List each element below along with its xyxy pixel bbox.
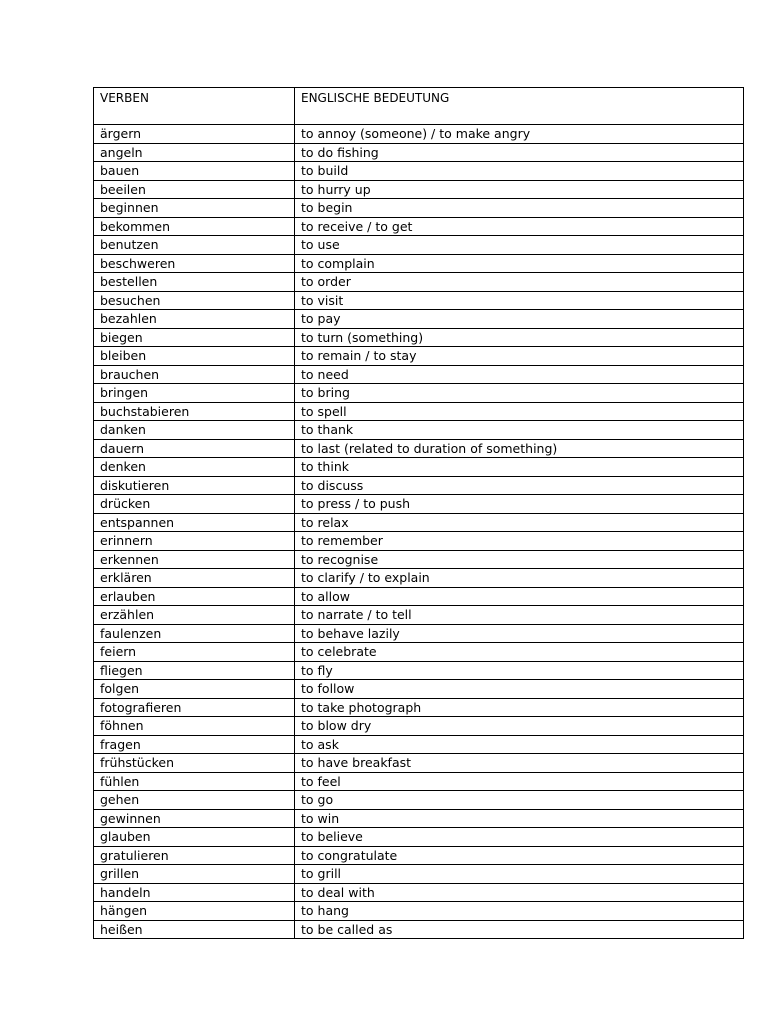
table-row — [94, 902, 744, 921]
header-verb: VERBEN — [94, 88, 295, 125]
table-row — [94, 772, 744, 791]
verb-cell: gewinnen — [94, 809, 295, 828]
meaning-cell: to need — [295, 365, 744, 384]
table-row — [94, 624, 744, 643]
table-row — [94, 791, 744, 810]
meaning-cell: to spell — [295, 402, 744, 421]
verb-cell: grillen — [94, 865, 295, 884]
table-row — [94, 717, 744, 736]
meaning-cell: to clarify / to explain — [295, 569, 744, 588]
verb-cell: gratulieren — [94, 846, 295, 865]
verb-cell: beginnen — [94, 199, 295, 218]
table-row — [94, 310, 744, 329]
meaning-cell: to turn (something) — [295, 328, 744, 347]
table-row — [94, 199, 744, 218]
verb-cell: fragen — [94, 735, 295, 754]
meaning-cell: to behave lazily — [295, 624, 744, 643]
verb-cell: feiern — [94, 643, 295, 662]
table-row — [94, 532, 744, 551]
table-row — [94, 143, 744, 162]
table-row — [94, 643, 744, 662]
table-row — [94, 365, 744, 384]
table-row — [94, 273, 744, 292]
meaning-cell: to visit — [295, 291, 744, 310]
verb-cell: dauern — [94, 439, 295, 458]
verb-cell: bestellen — [94, 273, 295, 292]
meaning-cell: to be called as — [295, 920, 744, 939]
table-row — [94, 236, 744, 255]
verb-cell: entspannen — [94, 513, 295, 532]
verb-cell: benutzen — [94, 236, 295, 255]
meaning-cell: to narrate / to tell — [295, 606, 744, 625]
table-row — [94, 680, 744, 699]
table-row — [94, 661, 744, 680]
meaning-cell: to thank — [295, 421, 744, 440]
verb-cell: erklären — [94, 569, 295, 588]
verb-cell: danken — [94, 421, 295, 440]
verb-cell: denken — [94, 458, 295, 477]
table-row — [94, 476, 744, 495]
verb-cell: heißen — [94, 920, 295, 939]
table-row — [94, 458, 744, 477]
verb-cell: drücken — [94, 495, 295, 514]
table-row — [94, 384, 744, 403]
table-row — [94, 439, 744, 458]
verb-cell: ärgern — [94, 125, 295, 144]
verb-cell: biegen — [94, 328, 295, 347]
table-body — [94, 125, 744, 939]
meaning-cell: to celebrate — [295, 643, 744, 662]
verb-cell: erkennen — [94, 550, 295, 569]
table-row — [94, 180, 744, 199]
verb-cell: diskutieren — [94, 476, 295, 495]
meaning-cell: to pay — [295, 310, 744, 329]
table-row — [94, 883, 744, 902]
meaning-cell: to deal with — [295, 883, 744, 902]
verb-cell: handeln — [94, 883, 295, 902]
verb-cell: erzählen — [94, 606, 295, 625]
verb-cell: brauchen — [94, 365, 295, 384]
meaning-cell: to go — [295, 791, 744, 810]
table-row — [94, 698, 744, 717]
meaning-cell: to remember — [295, 532, 744, 551]
table-row — [94, 125, 744, 144]
meaning-cell: to hurry up — [295, 180, 744, 199]
meaning-cell: to take photograph — [295, 698, 744, 717]
table-row — [94, 217, 744, 236]
meaning-cell: to believe — [295, 828, 744, 847]
verb-cell: faulenzen — [94, 624, 295, 643]
meaning-cell: to press / to push — [295, 495, 744, 514]
table-row — [94, 754, 744, 773]
meaning-cell: to follow — [295, 680, 744, 699]
verb-cell: bekommen — [94, 217, 295, 236]
table-row — [94, 291, 744, 310]
table-row — [94, 550, 744, 569]
table-row — [94, 828, 744, 847]
meaning-cell: to use — [295, 236, 744, 255]
table-row — [94, 587, 744, 606]
verb-cell: folgen — [94, 680, 295, 699]
meaning-cell: to feel — [295, 772, 744, 791]
meaning-cell: to grill — [295, 865, 744, 884]
verb-cell: besuchen — [94, 291, 295, 310]
table-row — [94, 865, 744, 884]
meaning-cell: to discuss — [295, 476, 744, 495]
meaning-cell: to receive / to get — [295, 217, 744, 236]
meaning-cell: to begin — [295, 199, 744, 218]
table-row — [94, 347, 744, 366]
table-row — [94, 809, 744, 828]
table-row — [94, 402, 744, 421]
table-row — [94, 328, 744, 347]
verb-cell: beeilen — [94, 180, 295, 199]
meaning-cell: to ask — [295, 735, 744, 754]
verb-cell: bleiben — [94, 347, 295, 366]
meaning-cell: to fly — [295, 661, 744, 680]
meaning-cell: to remain / to stay — [295, 347, 744, 366]
meaning-cell: to hang — [295, 902, 744, 921]
meaning-cell: to relax — [295, 513, 744, 532]
meaning-cell: to blow dry — [295, 717, 744, 736]
table-row — [94, 513, 744, 532]
table-row — [94, 162, 744, 181]
table-row — [94, 735, 744, 754]
verb-cell: bauen — [94, 162, 295, 181]
table-row — [94, 421, 744, 440]
table-header-row — [94, 88, 744, 125]
meaning-cell: to congratulate — [295, 846, 744, 865]
verb-cell: erlauben — [94, 587, 295, 606]
meaning-cell: to complain — [295, 254, 744, 273]
table-row — [94, 495, 744, 514]
verb-cell: beschweren — [94, 254, 295, 273]
meaning-cell: to think — [295, 458, 744, 477]
meaning-cell: to last (related to duration of something) — [295, 439, 744, 458]
header-meaning: ENGLISCHE BEDEUTUNG — [295, 88, 744, 125]
table-row — [94, 254, 744, 273]
meaning-cell: to do fishing — [295, 143, 744, 162]
table-row — [94, 606, 744, 625]
verb-cell: hängen — [94, 902, 295, 921]
meaning-cell: to build — [295, 162, 744, 181]
verb-cell: bringen — [94, 384, 295, 403]
meaning-cell: to allow — [295, 587, 744, 606]
table-row — [94, 569, 744, 588]
verb-cell: föhnen — [94, 717, 295, 736]
table-row — [94, 920, 744, 939]
verb-cell: gehen — [94, 791, 295, 810]
verb-cell: frühstücken — [94, 754, 295, 773]
verb-cell: angeln — [94, 143, 295, 162]
verb-cell: erinnern — [94, 532, 295, 551]
meaning-cell: to win — [295, 809, 744, 828]
meaning-cell: to have breakfast — [295, 754, 744, 773]
table-row — [94, 846, 744, 865]
verb-cell: buchstabieren — [94, 402, 295, 421]
verb-cell: bezahlen — [94, 310, 295, 329]
verb-table — [93, 87, 744, 939]
verb-cell: glauben — [94, 828, 295, 847]
verb-cell: fliegen — [94, 661, 295, 680]
meaning-cell: to recognise — [295, 550, 744, 569]
meaning-cell: to annoy (someone) / to make angry — [295, 125, 744, 144]
meaning-cell: to order — [295, 273, 744, 292]
meaning-cell: to bring — [295, 384, 744, 403]
verb-cell: fühlen — [94, 772, 295, 791]
verb-cell: fotografieren — [94, 698, 295, 717]
